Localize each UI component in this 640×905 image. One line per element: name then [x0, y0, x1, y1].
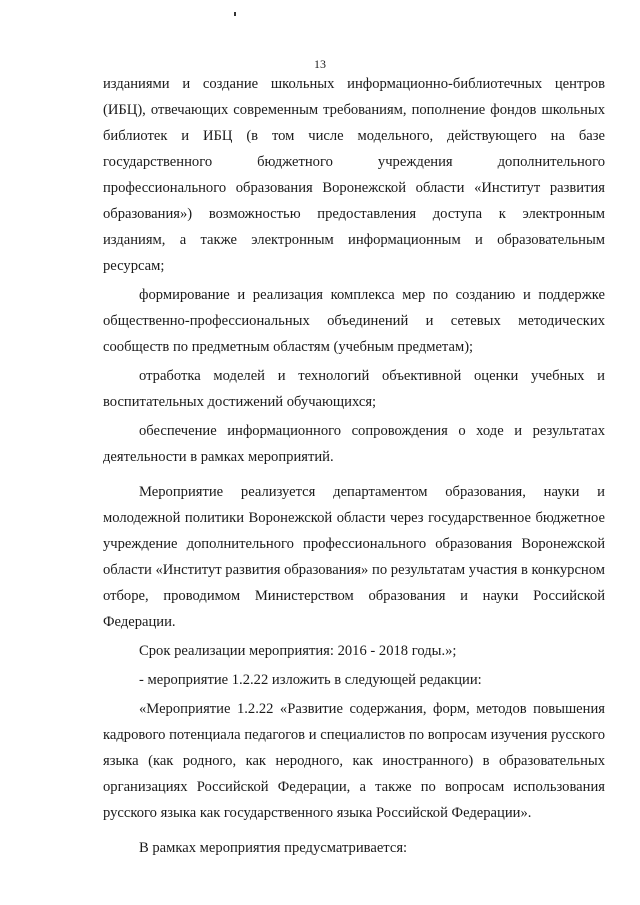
- paragraph-associations: формирование и реализация комплекса мер по созданию и поддержке общественно-профессиональных объединений и сетевых методических сообществ по предметным областям (учебным предметам);: [103, 287, 605, 355]
- paragraph-measure-title: «Мероприятие 1.2.22 «Развитие содержания, форм, методов повышения кадрового потенциала педагогов и специалистов по вопросам изучения русского языка (как родного, как неродного, как иностранного) в образовательных организациях Российской Федерации, а также по вопросам использования русского языка как государственного языка Российской Федерации».: [103, 701, 605, 821]
- paragraph-information: обеспечение информационного сопровождения о ходе и результатах деятельности в рамках мероприятий.: [103, 423, 605, 465]
- paragraph-implementation: Мероприятие реализуется департаментом образования, науки и молодежной политики Воронежской области через государственное бюджетное учреждение дополнительного профессионального образования Воронежской области «Институт развития образования» по результатам участия в конкурсном отборе, проводимом Министерством образования и науки Российской Федерации.: [103, 484, 605, 630]
- paragraph-assessment: отработка моделей и технологий объективной оценки учебных и воспитательных достижений обучающихся;: [103, 368, 605, 410]
- document-body: [103, 71, 605, 861]
- paragraph-continuation: изданиями и создание школьных информационно-библиотечных центров (ИБЦ), отвечающих современным требованиям, пополнение фондов школьных библиотек и ИБЦ (в том числе модельного, действующего на базе государственного бюджетного учреждения дополнительного профессионального образования Воронежской области «Институт развития образования») возможностью предоставления доступа к электронным изданиям, а также электронным информационным и образовательным ресурсам;: [103, 76, 605, 274]
- paragraph-provisions: В рамках мероприятия предусматривается:: [139, 840, 408, 856]
- page-number: 13: [314, 57, 326, 71]
- scan-speck: [234, 12, 236, 16]
- paragraph-term: Срок реализации мероприятия: 2016 - 2018 годы.»;: [139, 643, 457, 659]
- paragraph-amendment: - мероприятие 1.2.22 изложить в следующей редакции:: [139, 672, 482, 688]
